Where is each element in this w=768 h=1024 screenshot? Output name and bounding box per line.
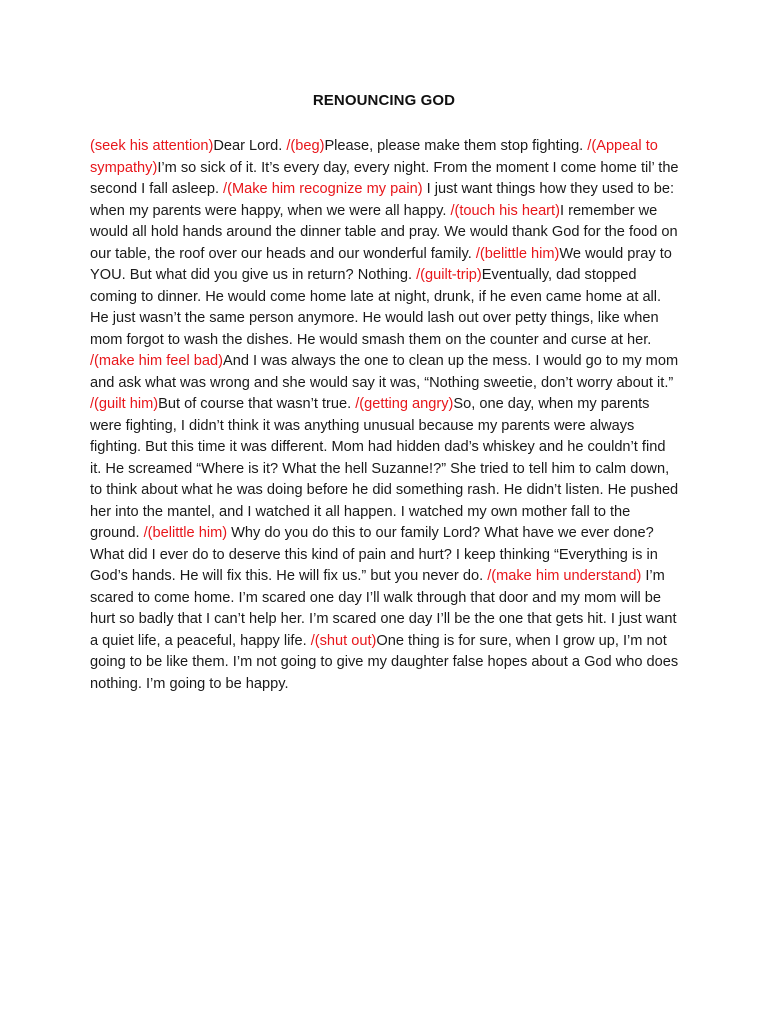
body-text-segment: And I was always the one to clean up the mess. I would go to my mom and ask what was wrong and she would say it was, “Nothing sweetie, don’t worry about it.” — [90, 353, 679, 391]
body-text-segment: I remember we would all hold hands around the dinner table and pray. We would thank God for the food on our table, the roof over our heads and our wonderful family. — [90, 202, 678, 262]
body-text-segment: Dear Lord. — [213, 138, 287, 154]
annotation-label: /(guilt him) — [90, 396, 159, 412]
body-text-segment: Please, please make them stop fighting. — [324, 138, 588, 154]
annotation-label: /(touch his heart) — [450, 202, 560, 219]
annotation-label: /(Make him recognize my pain) — [223, 181, 423, 197]
body-text-segment: One thing is for sure, when I grow up, I’m not going to be like them. I’m not going to give my daughter false hopes about a God who does nothing. I’m going to be happy. — [90, 632, 679, 692]
body-text-segment: So, one day, when my parents were fighting, I didn’t think it was anything unusual because my parents were always fighting. But this time it was different. Mom had hidden dad’s whiskey and he couldn’t find it. He screamed “Where is it? What the hell Suzanne!?” She tried to tell him to calm down, to think about what he was doing before he did something rash. He didn’t listen. He pushed her into the mantel, and I watched it all happen. I watched my own mother fall to the ground. — [90, 396, 679, 541]
annotation-label: /(belittle him) — [475, 245, 560, 262]
body-text-segment: Eventually, dad stopped coming to dinner. He would come home late at night, drunk, if he even came home at all. He just wasn’t the same person anymore. He would lash out over petty things, like when mom forgot to wash the dishes. He would smash them on the counter and curse at her. — [90, 267, 662, 348]
document-body — [90, 136, 680, 695]
annotation-label: /(guilt-trip) — [416, 267, 482, 283]
annotation-label: /(beg) — [286, 138, 325, 154]
body-text-segment: Why do you do this to our family Lord? What have we ever done? What did I ever do to deserve this kind of pain and hurt? I keep thinking “Everything is in God’s hands. He will fix this. He will fix us.” but you never do. — [90, 525, 658, 584]
document-title: RENOUNCING GOD — [312, 92, 456, 109]
annotation-label: /(getting angry) — [355, 396, 454, 412]
annotation-label: /(make him understand) — [487, 568, 642, 584]
annotation-label: /(Appeal to sympathy) — [90, 138, 658, 176]
body-text-segment: I just want things how they used to be: when my parents were happy, when we were all happy. — [90, 181, 675, 219]
body-text-segment: I’m scared to come home. I’m scared one day I’ll walk through that door and my mom will be hurt so badly that I can’t help her. I’m scared one day I’ll be the one that gets hit. I just want a quiet life, a peaceful, happy life. — [90, 568, 677, 649]
annotation-label: /(belittle him) — [143, 525, 228, 541]
annotation-label: /(shut out) — [310, 632, 377, 649]
body-text-segment: We would pray to YOU. But what did you give us in return? Nothing. — [90, 245, 672, 283]
annotation-label: /(make him feel bad) — [90, 353, 224, 369]
body-text-segment: I’m so sick of it. It’s every day, every night. From the moment I come home til’ the second I fall asleep. — [90, 159, 679, 197]
annotation-label: (seek his attention) — [90, 138, 214, 154]
body-text-segment: But of course that wasn’t true. — [158, 396, 356, 412]
